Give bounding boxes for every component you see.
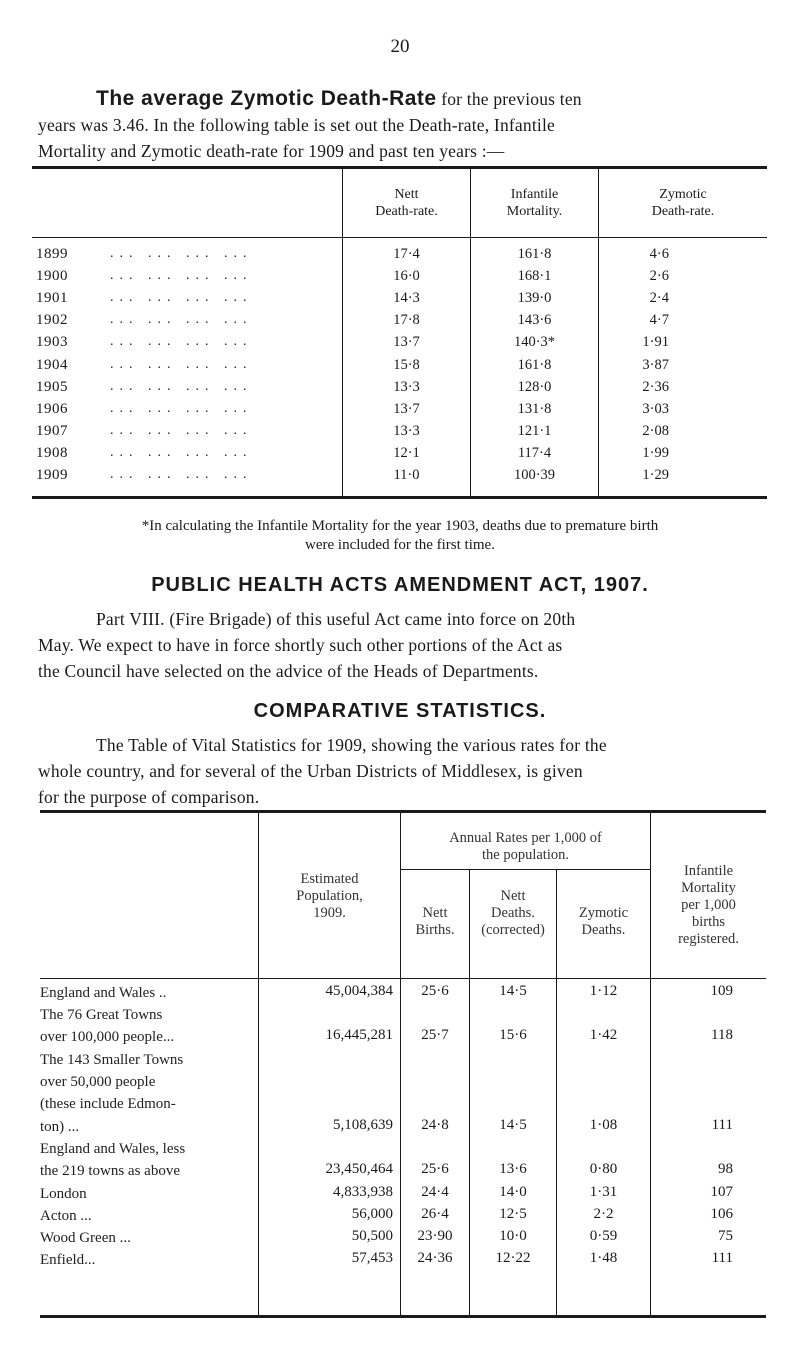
header-infantile-mortality [471,186,598,220]
row-zymotic-death-rate: 1·99 [642,444,669,461]
cell-nett-births: 23·90 [417,1228,453,1244]
cell-nett-deaths: 14·5 [499,983,527,999]
cell-nett-births: 25·6 [421,983,449,999]
cell-zymotic-deaths: 1·08 [589,1117,618,1133]
cell-nett-births: 25·7 [421,1027,449,1043]
row-label-line: Acton ... [40,1208,92,1224]
zymotic-heading: The average Zymotic Death-Rate [96,87,437,110]
row-zymotic-death-rate: 2·36 [642,378,669,395]
header-im-line1: Infantile [683,863,734,879]
header-estimated-population [259,871,400,922]
row-infantile-mortality: 128·0 [517,378,552,395]
header-im-line3: per 1,000 [681,897,736,913]
row-leader-dots: ... ... ... ... [110,356,253,372]
header-infantile-mortality-2 [651,863,766,948]
header-nett-deaths [470,888,556,939]
row-year: 1900 [36,268,68,285]
cell-nett-births: 24·4 [421,1184,449,1200]
header-infant-line1: Infantile [510,187,559,202]
intro-line3: Mortality and Zymotic death-rate for 1909 and past ten years :— [38,141,505,161]
cell-zymotic-deaths: 1·12 [589,983,618,999]
row-nett-death-rate: 13·3 [393,422,420,439]
row-leader-dots: ... ... ... ... [110,400,253,416]
cell-nett-deaths: 15·6 [499,1027,527,1043]
row-zymotic-death-rate: 3·87 [642,356,669,373]
cell-zymotic-deaths: 2·2 [593,1206,614,1222]
row-nett-death-rate: 15·8 [393,356,420,373]
comparative-line3: for the purpose of comparison. [38,787,260,807]
page-number: 20 [390,36,410,57]
row-zymotic-death-rate: 2·08 [642,422,669,439]
header-im-line5: registered. [678,931,739,947]
public-health-line2: May. We expect to have in force shortly such other portions of the Act as [38,635,563,655]
row-zymotic-death-rate: 2·6 [649,268,669,285]
header-zymotic-line1: Zymotic [659,187,707,202]
header-nett-death-rate [343,186,470,220]
cell-population: 56,000 [351,1206,393,1222]
public-health-paragraph [38,606,764,684]
header-births-line1: Nett [422,905,448,921]
row-leader-dots: ... ... ... ... [110,334,253,350]
row-year: 1904 [36,356,68,373]
row-infantile-mortality: 139·0 [517,290,552,307]
header-pop-line3: 1909. [313,905,346,921]
row-infantile-mortality: 117·4 [517,444,552,461]
row-zymotic-death-rate: 4·7 [649,312,669,329]
intro-paragraph [38,86,764,164]
row-nett-death-rate: 16·0 [393,268,420,285]
row-label-line: England and Wales .. [40,985,167,1001]
cell-infantile-mortality: 98 [718,1161,733,1177]
cell-infantile-mortality: 111 [711,1250,733,1266]
row-infantile-mortality: 140·3* [513,334,556,351]
row-infantile-mortality: 100·39 [513,467,556,483]
header-zdeaths-line2: Deaths. [581,922,626,938]
row-label-line: the 219 towns as above [40,1163,180,1179]
row-label-line: over 100,000 people... [40,1029,175,1045]
header-pop-line1: Estimated [300,871,359,887]
header-births-line2: Births. [415,922,455,938]
footnote-line1: *In calculating the Infantile Mortality for the year 1903, deaths due to premature birth [141,518,659,534]
public-health-line3: the Council have selected on the advice of the Heads of Departments. [38,661,539,681]
row-zymotic-death-rate: 2·4 [649,290,669,307]
header-annual-line1: Annual Rates per 1,000 of [449,830,602,846]
cell-population: 57,453 [351,1250,393,1266]
header-zymotic-death-rate [599,186,767,220]
row-nett-death-rate: 17·4 [393,246,420,262]
header-zymotic-deaths [557,905,650,939]
row-infantile-mortality: 168·1 [517,268,552,285]
cell-infantile-mortality: 106 [710,1206,733,1222]
comparative-line1: The Table of Vital Statistics for 1909, showing the various rates for the [96,735,607,755]
cell-population: 4,833,938 [333,1184,393,1200]
header-deaths-line2: Deaths. [491,905,535,921]
header-nett-line1: Nett [394,187,419,202]
row-nett-death-rate: 14·3 [393,290,420,307]
intro-line2: years was 3.46. In the following table is set out the Death-rate, Infantile [38,115,555,135]
header-deaths-line3: (corrected) [481,922,545,938]
comparative-line2: whole country, and for several of the Urban Districts of Middlesex, is given [38,761,583,781]
row-year: 1903 [36,334,68,351]
row-zymotic-death-rate: 4·6 [649,246,669,262]
cell-nett-births: 24·36 [417,1250,453,1266]
cell-nett-births: 25·6 [421,1161,449,1177]
cell-nett-deaths: 10·0 [499,1228,527,1244]
header-annual-line2: the population. [482,847,569,863]
row-year: 1908 [36,444,68,461]
cell-infantile-mortality: 118 [711,1027,733,1043]
cell-infantile-mortality: 107 [710,1184,733,1200]
cell-nett-deaths: 12·5 [499,1206,527,1222]
public-health-line1: Part VIII. (Fire Brigade) of this useful Act came into force on 20th [96,609,576,629]
header-pop-line2: Population, [296,888,363,904]
header-zdeaths-line1: Zymotic [578,905,629,921]
cell-population: 45,004,384 [325,983,393,999]
cell-zymotic-deaths: 1·48 [589,1250,618,1266]
header-zymotic-line2: Death-rate. [651,204,715,219]
row-leader-dots: ... ... ... ... [110,268,253,284]
cell-infantile-mortality: 111 [711,1117,733,1133]
row-year: 1906 [36,400,68,417]
row-year: 1905 [36,378,68,395]
row-label-line: The 76 Great Towns [40,1007,163,1023]
row-nett-death-rate: 12·1 [393,444,420,461]
row-label-line: (these include Edmon- [40,1096,176,1112]
header-deaths-line1: Nett [500,888,526,904]
row-leader-dots: ... ... ... ... [110,378,253,394]
intro-line1: for the previous ten [441,89,582,109]
row-leader-dots: ... ... ... ... [110,312,253,328]
row-nett-death-rate: 13·7 [393,400,420,417]
row-year: 1909 [36,467,68,483]
cell-nett-births: 26·4 [421,1206,449,1222]
header-im-line4: births [691,914,726,930]
cell-nett-deaths: 14·0 [499,1184,527,1200]
row-year: 1907 [36,422,68,439]
row-year: 1902 [36,312,68,329]
row-infantile-mortality: 161·8 [517,356,552,373]
comparative-paragraph [38,732,764,810]
row-nett-death-rate: 13·3 [393,378,420,395]
cell-nett-births: 24·8 [421,1117,449,1133]
cell-population: 5,108,639 [333,1117,393,1133]
row-zymotic-death-rate: 1·29 [642,467,669,483]
row-zymotic-death-rate: 3·03 [642,400,669,417]
row-label-line: over 50,000 people [40,1074,156,1090]
cell-nett-deaths: 13·6 [499,1161,527,1177]
cell-zymotic-deaths: 0·80 [589,1161,618,1177]
row-label-line: England and Wales, less [40,1141,186,1157]
row-label-line: ton) ... [40,1119,80,1135]
row-leader-dots: ... ... ... ... [110,444,253,460]
row-nett-death-rate: 11·0 [393,467,420,483]
row-leader-dots: ... ... ... ... [110,290,253,306]
row-label-line: London [40,1186,87,1202]
row-zymotic-death-rate: 1·91 [642,334,669,351]
cell-nett-deaths: 14·5 [499,1117,527,1133]
cell-population: 23,450,464 [325,1161,393,1177]
row-label-line: Enfield... [40,1252,96,1268]
row-leader-dots: ... ... ... ... [110,246,253,261]
row-year: 1901 [36,290,68,307]
row-infantile-mortality: 131·8 [517,400,552,417]
row-nett-death-rate: 13·7 [393,334,420,351]
cell-population: 50,500 [351,1228,393,1244]
row-infantile-mortality: 143·6 [517,312,552,329]
row-label-line: The 143 Smaller Towns [40,1052,184,1068]
row-leader-dots: ... ... ... ... [110,422,253,438]
cell-population: 16,445,281 [325,1027,393,1043]
row-label-line: Wood Green ... [40,1230,131,1246]
row-infantile-mortality: 121·1 [517,422,552,439]
public-health-title: PUBLIC HEALTH ACTS AMENDMENT ACT, 1907. [151,574,649,596]
row-leader-dots: ... ... ... ... [110,467,253,482]
row-year: 1899 [36,246,68,262]
row-infantile-mortality: 161·8 [517,246,552,262]
cell-nett-deaths: 12·22 [495,1250,531,1266]
footnote-line2: were included for the first time. [305,537,495,553]
row-nett-death-rate: 17·8 [393,312,420,329]
header-annual-rates [401,830,650,864]
cell-infantile-mortality: 109 [710,983,733,999]
cell-infantile-mortality: 75 [718,1228,733,1244]
cell-zymotic-deaths: 1·42 [589,1027,618,1043]
footnote [0,517,800,555]
header-nett-births [401,905,469,939]
comparative-title: COMPARATIVE STATISTICS. [253,700,547,722]
header-nett-line2: Death-rate. [375,204,438,219]
cell-zymotic-deaths: 0·59 [589,1228,618,1244]
cell-zymotic-deaths: 1·31 [589,1184,618,1200]
header-infant-line2: Mortality. [506,204,563,219]
header-im-line2: Mortality [681,880,736,896]
